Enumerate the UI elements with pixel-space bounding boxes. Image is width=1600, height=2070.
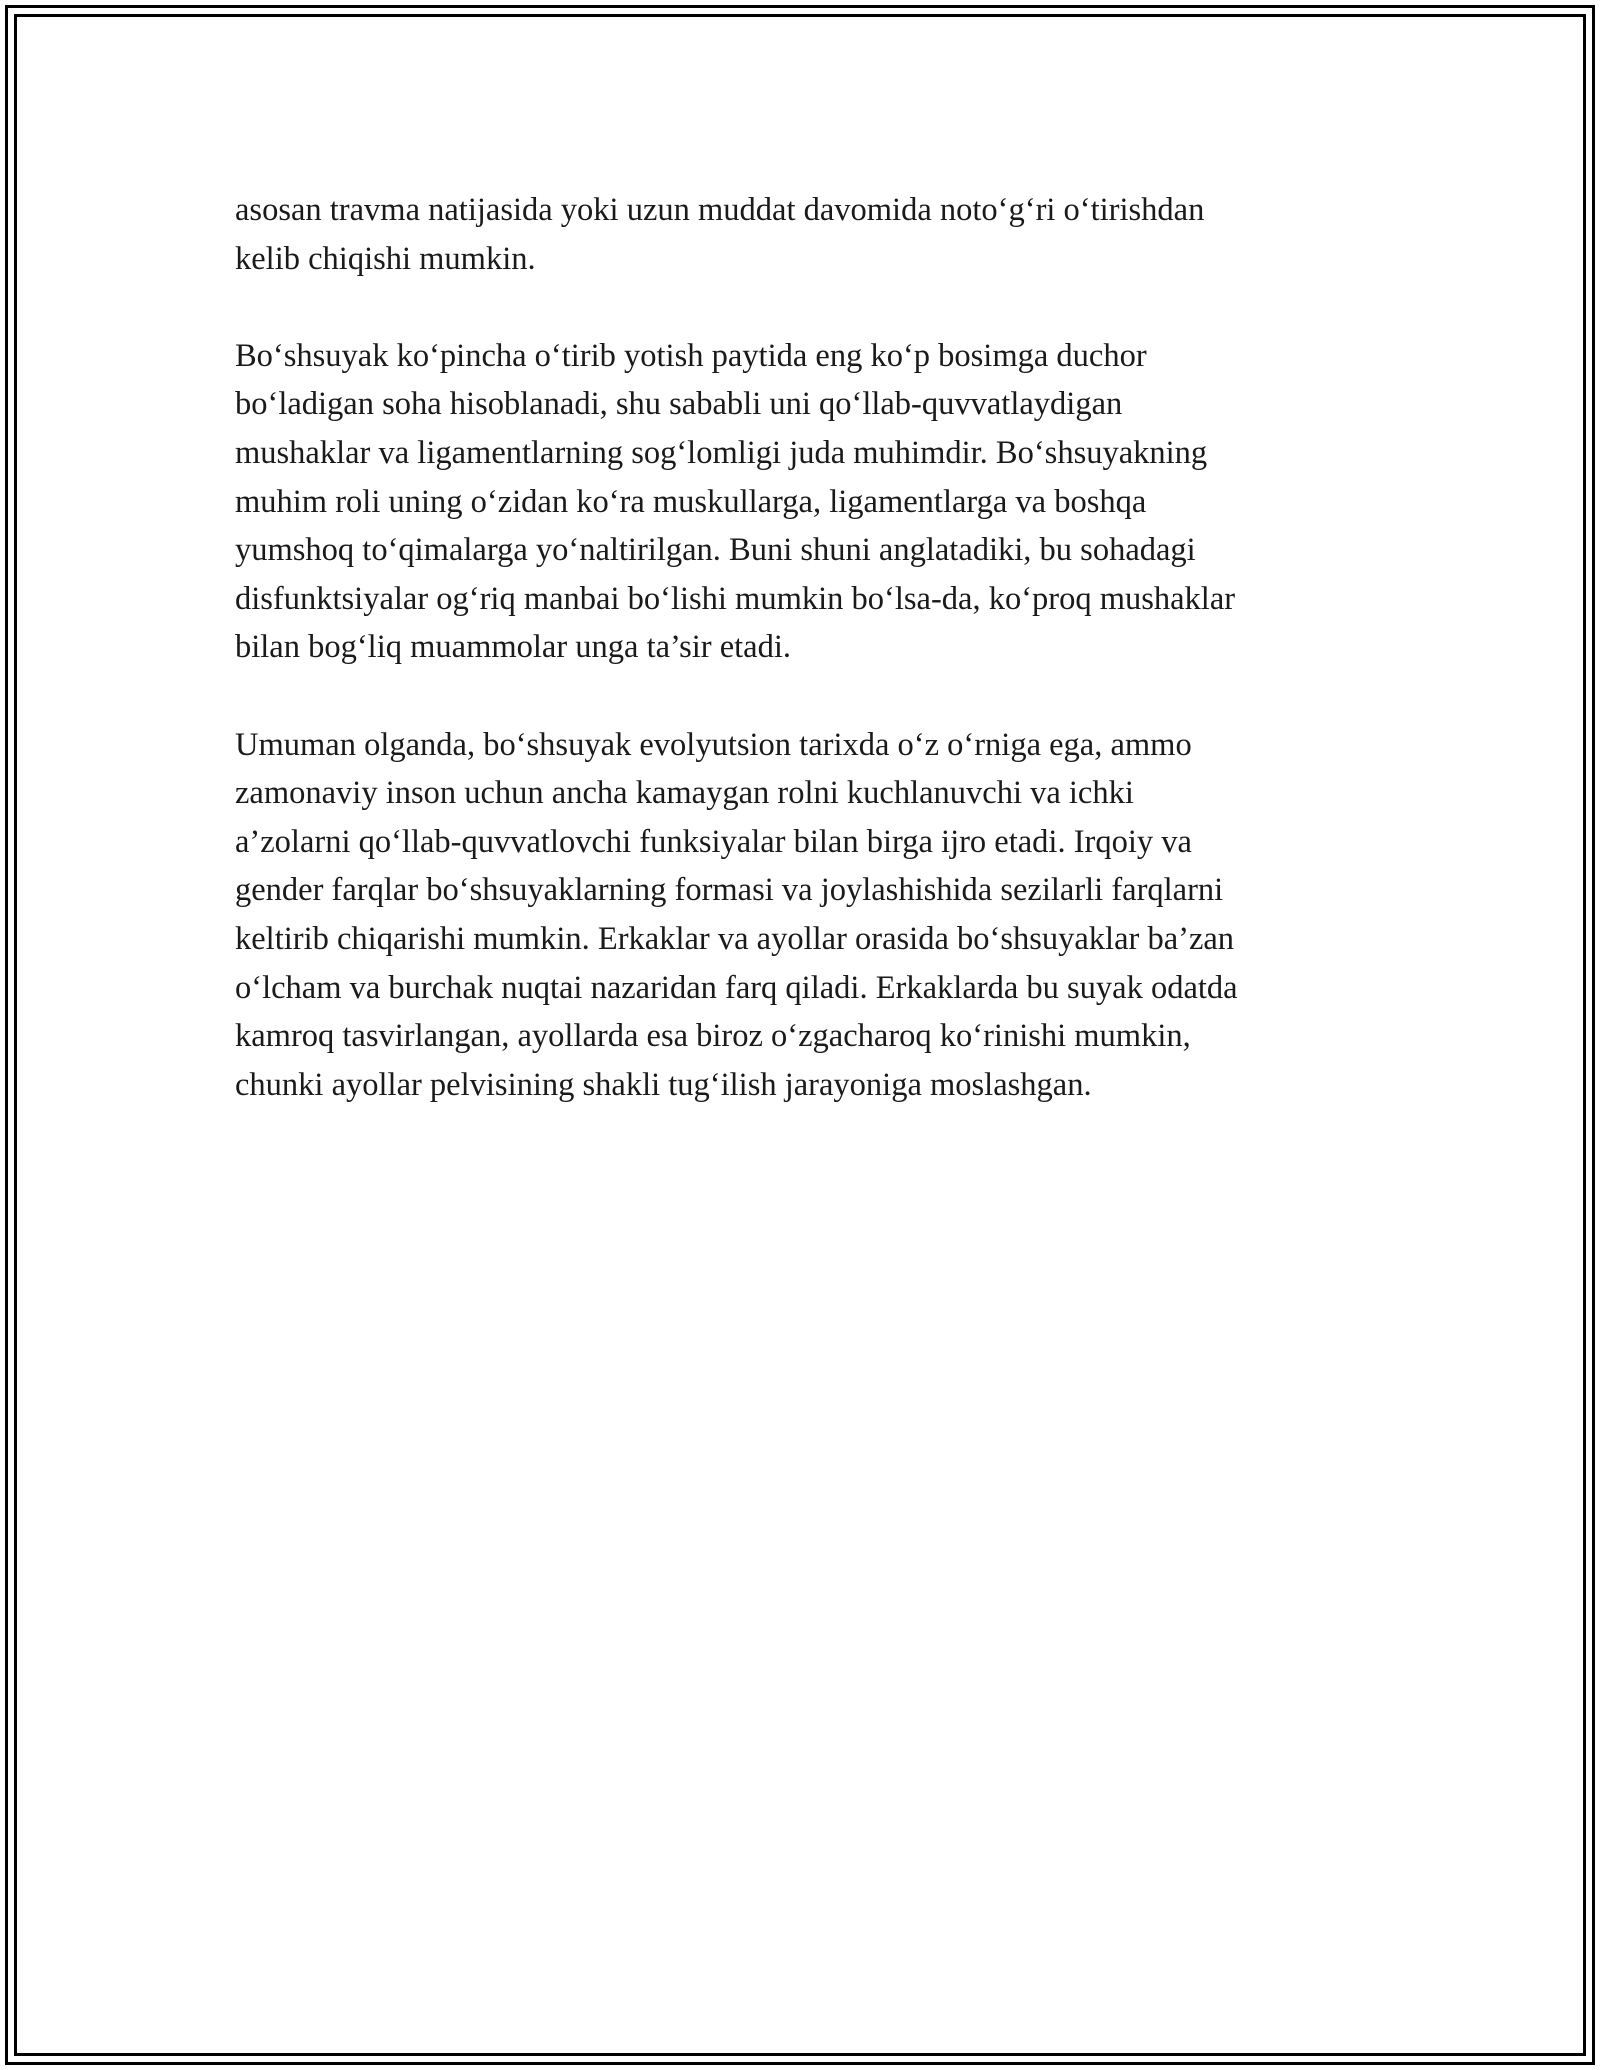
paragraph-3: Umuman olganda, bo‘shsuyak evolyutsion tarixda o‘z o‘rniga ega, ammo zamonaviy inson uchun ancha kamaygan rolni kuchlanuvchi va ichki a’zolarni qo‘llab-quvvatlovchi funksiyalar bilan birga ijro etadi. Irqoiy va gender farqlar bo‘shsuyaklarning formasi va joylashishida sezilarli farqlarni keltirib chiqarishi mumkin. Erkaklar va ayollar orasida bo‘shsuyaklar ba’zan o‘lcham va burchak nuqtai nazaridan farq qiladi. Erkaklarda bu suyak odatda kamroq tasvirlangan, ayollarda esa biroz o‘zgacharoq ko‘rinishi mumkin, chunki ayollar pelvisining shakli tug‘ilish jarayoniga moslashgan. — [235, 726, 1238, 1103]
document-body — [235, 186, 1375, 1109]
paragraph-2: Bo‘shsuyak ko‘pincha o‘tirib yotish paytida eng ko‘p bosimga duchor bo‘ladigan soha hisoblanadi, shu sababli uni qo‘llab-quvvatlaydigan mushaklar va ligamentlarning sog‘lomligi juda muhimdir. Bo‘shsuyakning muhim roli uning o‘zidan ko‘ra muskullarga, ligamentlarga va boshqa yumshoq to‘qimalarga yo‘naltirilgan. Buni shuni anglatadiki, bu sohadagi disfunktsiyalar og‘riq manbai bo‘lishi mumkin bo‘lsa-da, ko‘proq mushaklar bilan bog‘liq muammolar unga ta’sir etadi. — [235, 337, 1236, 666]
paragraph-1: asosan travma natijasida yoki uzun muddat davomida noto‘g‘ri o‘tirishdan kelib chiqishi mumkin. — [235, 192, 1205, 277]
